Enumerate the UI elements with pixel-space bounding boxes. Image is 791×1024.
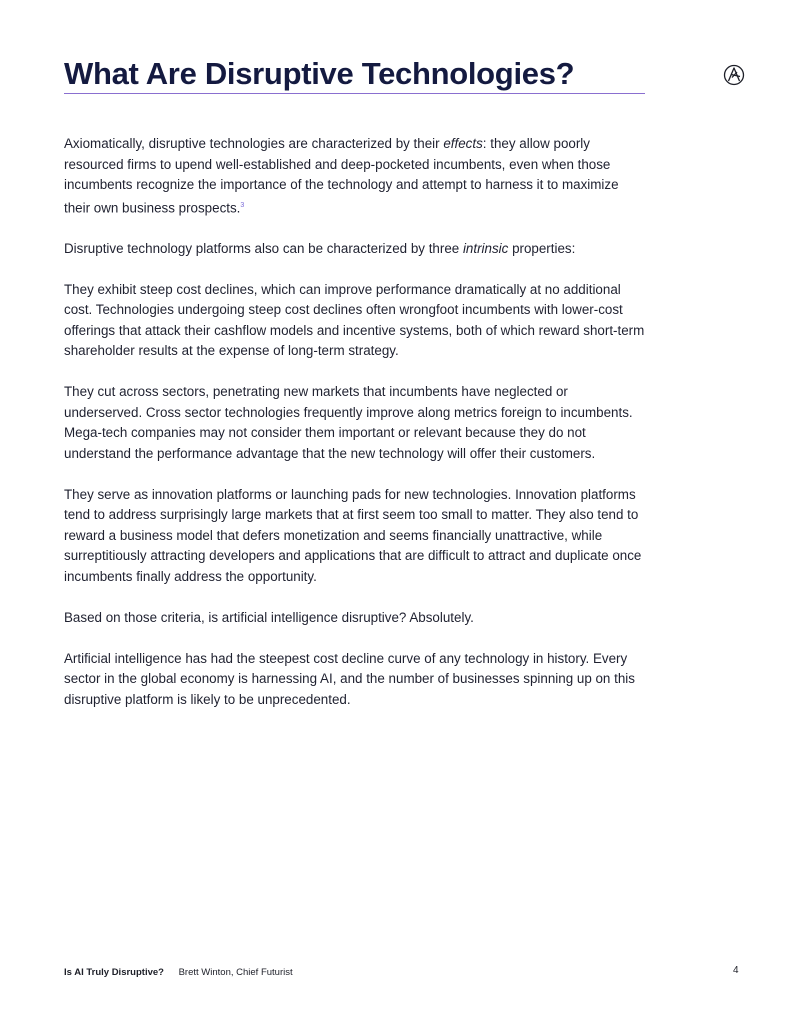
footer-report-title: Is AI Truly Disruptive? — [64, 967, 164, 978]
ark-logo-icon — [723, 64, 745, 86]
paragraph-4: They cut across sectors, penetrating new markets that incumbents have neglected or underserved. Cross sector technologies frequently improve along metrics foreign to incumbents. Mega-tech companies may not consider them important or relevant because they do not understand the performance advantage that the new technology will offer their customers. — [64, 384, 633, 461]
footer-author: Brett Winton, Chief Futurist — [178, 967, 293, 978]
paragraph-7: Artificial intelligence has had the steepest cost decline curve of any technology in history. Every sector in the global economy is harnessing AI, and the number of businesses spinning up on this disruptive platform is likely to be unprecedented. — [64, 650, 635, 707]
emphasis-effects: effects — [443, 136, 483, 151]
article-body — [64, 134, 646, 731]
page-title: What Are Disruptive Technologies? — [64, 56, 575, 91]
paragraph-5: They serve as innovation platforms or launching pads for new technologies. Innovation platforms tend to address surprisingly large markets that at first seem too small to matter. They also tend to reward a business model that defers monetization and seems financially unattractive, while surreptitiously attracting developers and applications that are difficult to attract and duplicate once incumbents finally address the opportunity. — [64, 486, 642, 584]
paragraph-3: They exhibit steep cost declines, which can improve performance dramatically at no additional cost. Technologies undergoing steep cost declines often wrongfoot incumbents with lower-cost offerings that attack their cashflow models and incentive systems, both of which reward short-term shareholder results at the expense of long-term strategy. — [64, 281, 645, 359]
page-number: 4 — [733, 965, 739, 976]
title-divider — [64, 93, 645, 94]
paragraph-6: Based on those criteria, is artificial intelligence disruptive? Absolutely. — [64, 609, 474, 625]
page-footer — [64, 967, 293, 978]
footnote-ref[interactable]: 3 — [240, 201, 245, 209]
paragraph-2: Disruptive technology platforms also can be characterized by three intrinsic properties: — [64, 240, 576, 256]
emphasis-intrinsic: intrinsic — [462, 240, 509, 256]
paragraph-1: Axiomatically, disruptive technologies are characterized by their effects: they allow poorly resourced firms to upend well-established and deep-pocketed incumbents, even when those incumbents recognize the importance of the technology and attempt to harness it to maximize their own business prospects.$^3$ — [64, 136, 619, 215]
